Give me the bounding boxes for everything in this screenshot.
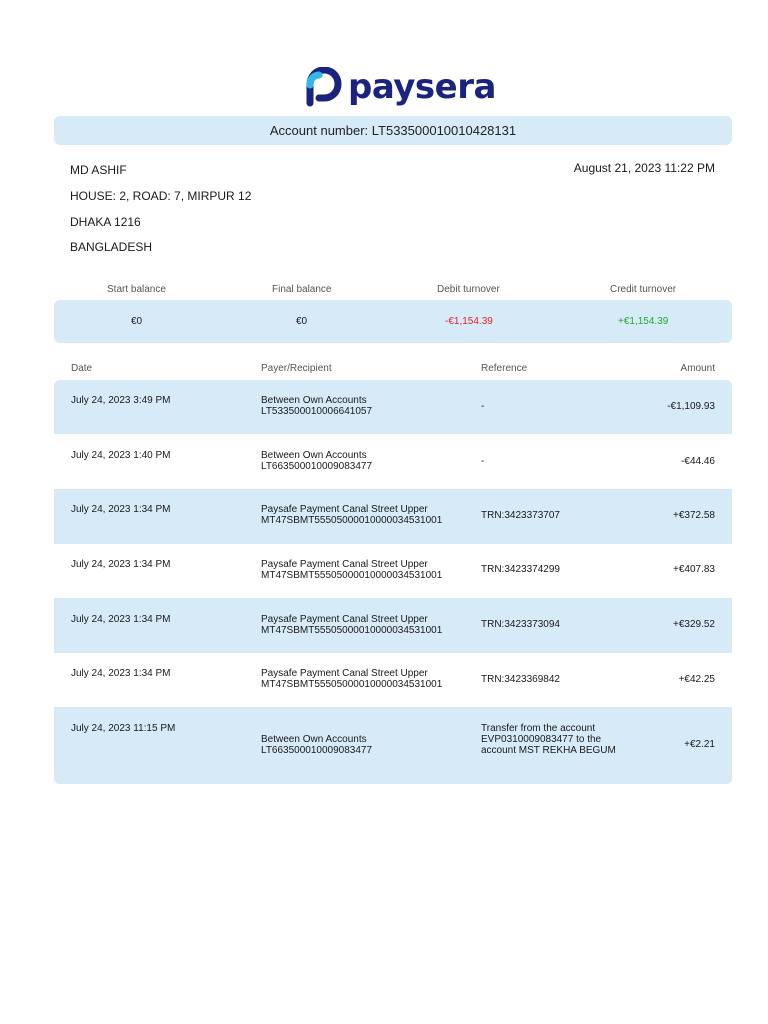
row-reference: TRN:3423373707 [481,510,560,521]
final-balance-header: Final balance [272,284,332,295]
column-header-reference: Reference [481,363,528,374]
row-reference: TRN:3423369842 [481,674,560,685]
row-payer [261,450,372,472]
table-row [54,434,732,489]
debit-turnover-header: Debit turnover [437,284,500,295]
table-row [54,380,732,434]
row-amount: +€372.58 [673,510,715,521]
column-header-date: Date [71,363,93,374]
row-payer-name: Paysafe Payment Canal Street Upper [261,614,428,625]
paysera-logo-text: paysera [348,67,496,107]
row-payer-account: LT663500010009083477 [261,461,373,472]
row-date: July 24, 2023 1:34 PM [71,668,171,679]
row-payer-name: Paysafe Payment Canal Street Upper [261,668,428,679]
row-payer-account: MT47SBMT55505000010000034531001 [261,679,443,690]
row-reference: TRN:3423373094 [481,619,560,630]
table-row [54,489,732,544]
paysera-logo [306,66,496,108]
holder-country: BANGLADESH [70,240,153,254]
row-reference: - [481,456,485,467]
final-balance-value: €0 [296,316,308,327]
row-reference: TRN:3423374299 [481,564,560,575]
row-payer-account: LT533500010006641057 [261,406,373,417]
row-date: July 24, 2023 1:34 PM [71,614,171,625]
credit-turnover-value: +€1,154.39 [618,316,669,327]
row-payer-name: Between Own Accounts [261,734,367,745]
table-row [54,544,732,598]
debit-turnover-value: -€1,154.39 [445,316,493,327]
row-date: July 24, 2023 1:34 PM [71,504,171,515]
row-reference: Transfer from the account EVP0310009083477 to the account MST REKHA BEGUM [481,723,616,756]
row-date: July 24, 2023 3:49 PM [71,395,171,406]
row-payer-account: MT47SBMT55505000010000034531001 [261,625,443,636]
table-row [54,653,732,707]
table-row [54,707,732,784]
row-payer [261,559,442,581]
row-amount: +€329.52 [673,619,715,630]
row-payer-name: Paysafe Payment Canal Street Upper [261,559,428,570]
holder-name: MD ASHIF [70,163,127,177]
row-date: July 24, 2023 1:40 PM [71,450,171,461]
column-header-amount: Amount [680,363,715,374]
row-payer-name: Paysafe Payment Canal Street Upper [261,504,428,515]
row-payer [261,734,372,756]
row-date: July 24, 2023 11:15 PM [71,723,176,734]
credit-turnover-header: Credit turnover [610,284,677,295]
column-header-payer: Payer/Recipient [261,363,332,374]
row-payer-account: MT47SBMT55505000010000034531001 [261,515,443,526]
statement-date: August 21, 2023 11:22 PM [573,161,715,175]
row-payer-account: LT663500010009083477 [261,745,373,756]
row-amount: +€2.21 [684,739,715,750]
row-amount: +€407.83 [673,564,715,575]
account-number: Account number: LT533500010010428131 [54,116,732,145]
row-payer [261,504,442,526]
holder-address-line1: HOUSE: 2, ROAD: 7, MIRPUR 12 [70,189,252,203]
start-balance-header: Start balance [107,284,166,295]
row-payer [261,614,442,636]
row-payer-name: Between Own Accounts [261,450,367,461]
row-payer [261,395,372,417]
row-payer-name: Between Own Accounts [261,395,367,406]
holder-address-line2: DHAKA 1216 [70,215,141,229]
row-amount: -€1,109.93 [667,401,715,412]
row-reference: - [481,401,485,412]
row-amount: +€42.25 [678,674,715,685]
start-balance-value: €0 [131,316,143,327]
row-amount: -€44.46 [681,456,715,467]
paysera-logo-icon [306,67,342,107]
row-date: July 24, 2023 1:34 PM [71,559,171,570]
table-row [54,598,732,653]
row-payer [261,668,442,690]
row-payer-account: MT47SBMT55505000010000034531001 [261,570,443,581]
